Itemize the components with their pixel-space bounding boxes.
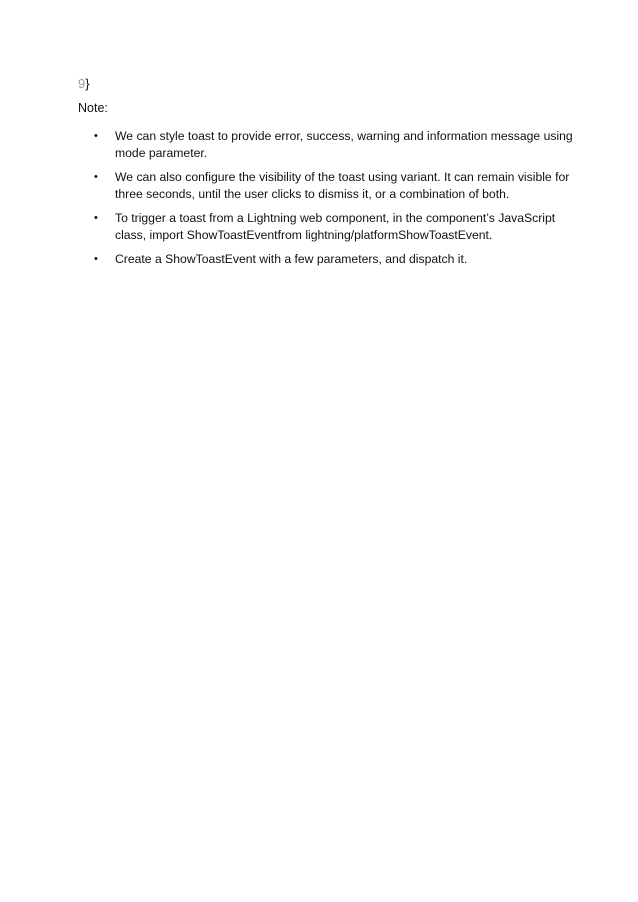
bullet-icon: • bbox=[94, 171, 98, 183]
code-line bbox=[78, 76, 90, 92]
closing-brace: } bbox=[85, 76, 90, 91]
bullet-icon: • bbox=[94, 212, 98, 224]
note-text: We can style toast to provide error, success, warning and information message using mode parameter. bbox=[115, 129, 573, 160]
note-heading: Note: bbox=[78, 101, 108, 115]
note-text: To trigger a toast from a Lightning web component, in the component’s JavaScript class, import ShowToastEventfrom lightning/platformShowToastEvent. bbox=[115, 211, 556, 242]
list-item bbox=[94, 169, 574, 203]
note-text: We can also configure the visibility of the toast using variant. It can remain visible for three seconds, until the user clicks to dismiss it, or a combination of both. bbox=[115, 170, 570, 201]
line-number: 9 bbox=[78, 76, 86, 91]
notes-list bbox=[94, 128, 574, 275]
note-text: Create a ShowToastEvent with a few parameters, and dispatch it. bbox=[115, 252, 468, 266]
list-item bbox=[94, 251, 574, 268]
list-item bbox=[94, 210, 574, 244]
bullet-icon: • bbox=[94, 253, 98, 265]
bullet-icon: • bbox=[94, 130, 98, 142]
list-item bbox=[94, 128, 574, 162]
